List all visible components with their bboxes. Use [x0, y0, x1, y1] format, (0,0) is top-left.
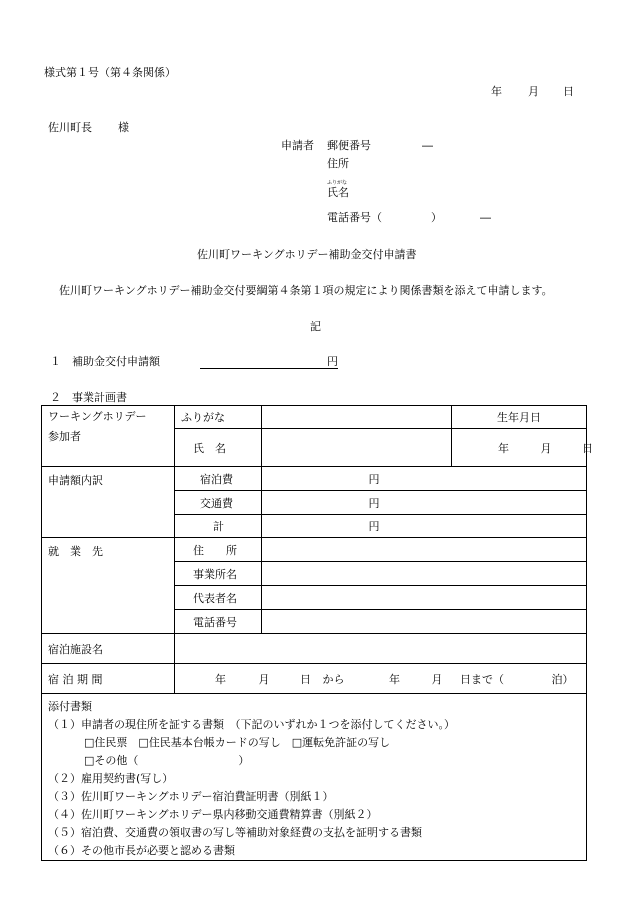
date-year-label: 年: [491, 85, 502, 98]
name-value: [262, 429, 452, 467]
breakdown-label: 申請額内訳: [42, 467, 175, 538]
attachment-item-1: （１）申請者の現住所を証する書類 （下記のいずれか１つを添付してください。）: [48, 718, 455, 731]
phone-paren-close: ）: [431, 211, 442, 224]
furigana-value: [262, 406, 452, 429]
attachment-item-6: （６）その他市長が必要と認める書類: [48, 844, 235, 857]
period-nights: 泊）: [551, 672, 574, 686]
period-from: から: [322, 672, 345, 686]
name-furigana: ふりがな: [327, 180, 348, 186]
period-value: [175, 664, 587, 694]
birth-year: 年: [498, 441, 509, 455]
employer-office-label: 事業所名: [175, 562, 262, 586]
total-yen: 円: [368, 520, 380, 533]
application-statement: 佐川町ワーキングホリデー補助金交付要綱第４条第１項の規定により関係書類を添えて申請します。: [59, 284, 553, 297]
attachments-title: 添付書類: [48, 700, 92, 713]
section1-label: 補助金交付申請額: [72, 355, 160, 368]
attachments-section: [42, 694, 587, 861]
employer-phone-label: 電話番号: [175, 610, 262, 634]
period-month1: 月: [258, 672, 270, 686]
attachment-item-4: （４）佐川町ワーキングホリデー県内移動交通費精算書（別紙２）: [48, 808, 378, 821]
plan-table: [41, 405, 593, 861]
postal-code-label: 郵便番号: [327, 139, 371, 152]
transport-yen: 円: [368, 496, 380, 510]
period-label: 宿 泊 期 間: [42, 664, 175, 694]
date-day-label: 日: [563, 85, 574, 98]
furigana-label: ふりがな: [175, 406, 262, 429]
addressee-suffix: 様: [118, 121, 129, 134]
addressee-town: 佐川町長: [48, 121, 92, 134]
attachment-other-close: ）: [238, 754, 250, 767]
birthdate-label: 生年月日: [452, 406, 587, 429]
section2-label: 事業計画書: [72, 391, 127, 404]
attachment-item-2: （２）雇用契約書(写し）: [48, 772, 174, 785]
employer-rep-value: [262, 586, 587, 610]
total-label: 計: [175, 515, 262, 538]
employer-address-value: [262, 538, 587, 562]
employer-phone-value: [262, 610, 587, 634]
document-title: 佐川町ワーキングホリデー補助金交付申請書: [197, 248, 417, 261]
birth-month: 月: [540, 441, 552, 455]
lodging-yen: 円: [368, 472, 380, 486]
employer-address-label: 住 所: [175, 538, 262, 562]
period-year2: 年: [389, 672, 400, 686]
facility-label: 宿泊施設名: [42, 634, 175, 664]
attachment-other-open: □その他（: [84, 754, 139, 767]
employer-rep-label: 代表者名: [175, 586, 262, 610]
phone-label: 電話番号（: [327, 211, 382, 224]
applicant-label: 申請者: [281, 139, 314, 152]
participant-label-line2: 参加者: [48, 430, 81, 443]
period-until: 日まで（: [460, 672, 504, 686]
name-label-cell: 氏 名: [175, 429, 262, 467]
employer-label: 就 業 先: [42, 538, 175, 634]
participant-label-line1: ワーキングホリデー: [48, 410, 147, 423]
lodging-label: 宿泊費: [175, 467, 262, 491]
section1-unit: 円: [327, 355, 338, 368]
name-label: 氏名: [327, 186, 349, 199]
lodging-amount: [262, 467, 587, 491]
facility-value: [175, 634, 587, 664]
transport-amount: [262, 491, 587, 515]
section1-number: １: [50, 355, 61, 368]
section2-number: ２: [50, 391, 61, 404]
employer-office-value: [262, 562, 587, 586]
attachment-item-1-options: □住民票 □住民基本台帳カードの写し □運転免許証の写し: [84, 736, 391, 749]
birth-day: 日: [582, 441, 593, 455]
period-day1: 日: [300, 672, 311, 686]
birthdate-value: [452, 429, 593, 467]
attachment-item-3: （３）佐川町ワーキングホリデー宿泊費証明書（別紙１）: [48, 790, 334, 803]
attachment-item-5: （５）宿泊費、交通費の領収書の写し等補助対象経費の支払を証明する書類: [48, 826, 422, 839]
address-label: 住所: [327, 157, 349, 170]
participant-label: [42, 406, 175, 467]
date-month-label: 月: [528, 85, 539, 98]
transport-label: 交通費: [175, 491, 262, 515]
attachment-item-1-other: [48, 752, 586, 770]
section1-amount-underline: [200, 368, 338, 369]
phone-dash: ―: [480, 211, 491, 224]
total-amount: [262, 515, 587, 538]
period-month2: 月: [431, 672, 443, 686]
form-number: 様式第１号（第４条関係）: [44, 66, 176, 79]
postal-code-dash: ―: [422, 139, 433, 152]
period-year1: 年: [215, 672, 226, 686]
ki-mark: 記: [310, 320, 321, 333]
